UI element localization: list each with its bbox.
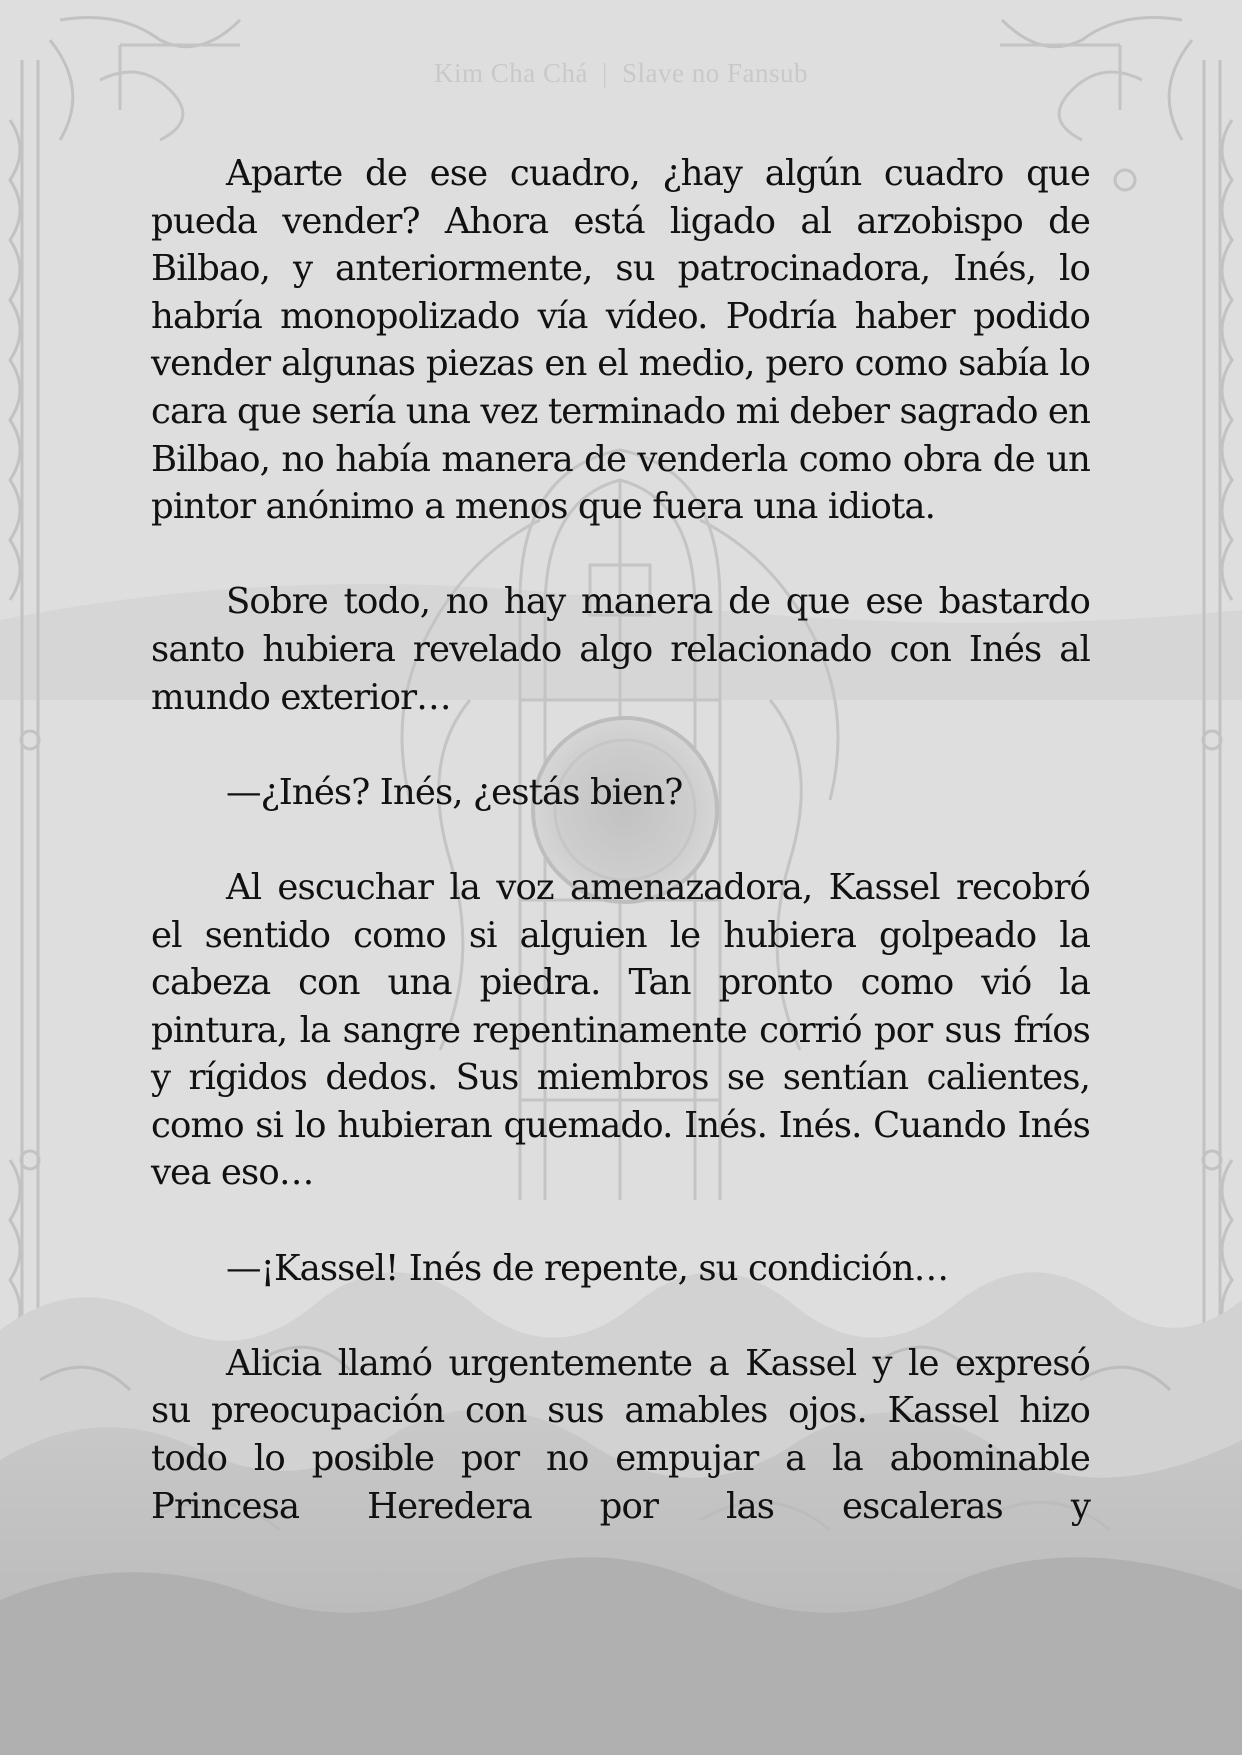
paragraph: —¿Inés? Inés, ¿estás bien? <box>226 771 683 813</box>
paragraph: Sobre todo, no hay manera de que ese bastardo santo hubiera revelado algo relacionado con Inés al mundo exterior… <box>151 581 1090 718</box>
paragraph: Alicia llamó urgentemente a Kassel y le expresó su preocupación con sus amables ojos. Kassel hizo todo lo posible por no empujar a la abominable Princesa Heredera por las escaleras y <box>151 1342 1090 1527</box>
page-header <box>0 58 1242 89</box>
header-separator: | <box>602 58 608 88</box>
header-fansub-name: Slave no Fansub <box>621 58 808 88</box>
paragraph: Al escuchar la voz amenazadora, Kassel recobró el sentido como si alguien le hubiera golpeado la cabeza con una piedra. Tan pronto como vió la pintura, la sangre repentinamente corrió por sus fríos y rígidos dedos. Sus miembros se sentían calientes, como si lo hubieran quemado. Inés. Inés. Cuando Inés vea eso… <box>151 866 1090 1194</box>
paragraph: Aparte de ese cuadro, ¿hay algún cuadro que pueda vender? Ahora está ligado al arzobispo de Bilbao, y anteriormente, su patrocinadora, Inés, lo habría monopolizado vía vídeo. Podría haber podido vender algunas piezas en el medio, pero como sabía lo cara que sería una vez terminado mi deber sagrado en Bilbao, no había manera de venderla como obra de un pintor anónimo a menos que fuera una idiota. <box>151 153 1090 528</box>
header-source-title: Kim Cha Chá <box>434 58 589 88</box>
paragraph: —¡Kassel! Inés de repente, su condición… <box>226 1247 949 1289</box>
page-body-text <box>151 150 1090 1530</box>
